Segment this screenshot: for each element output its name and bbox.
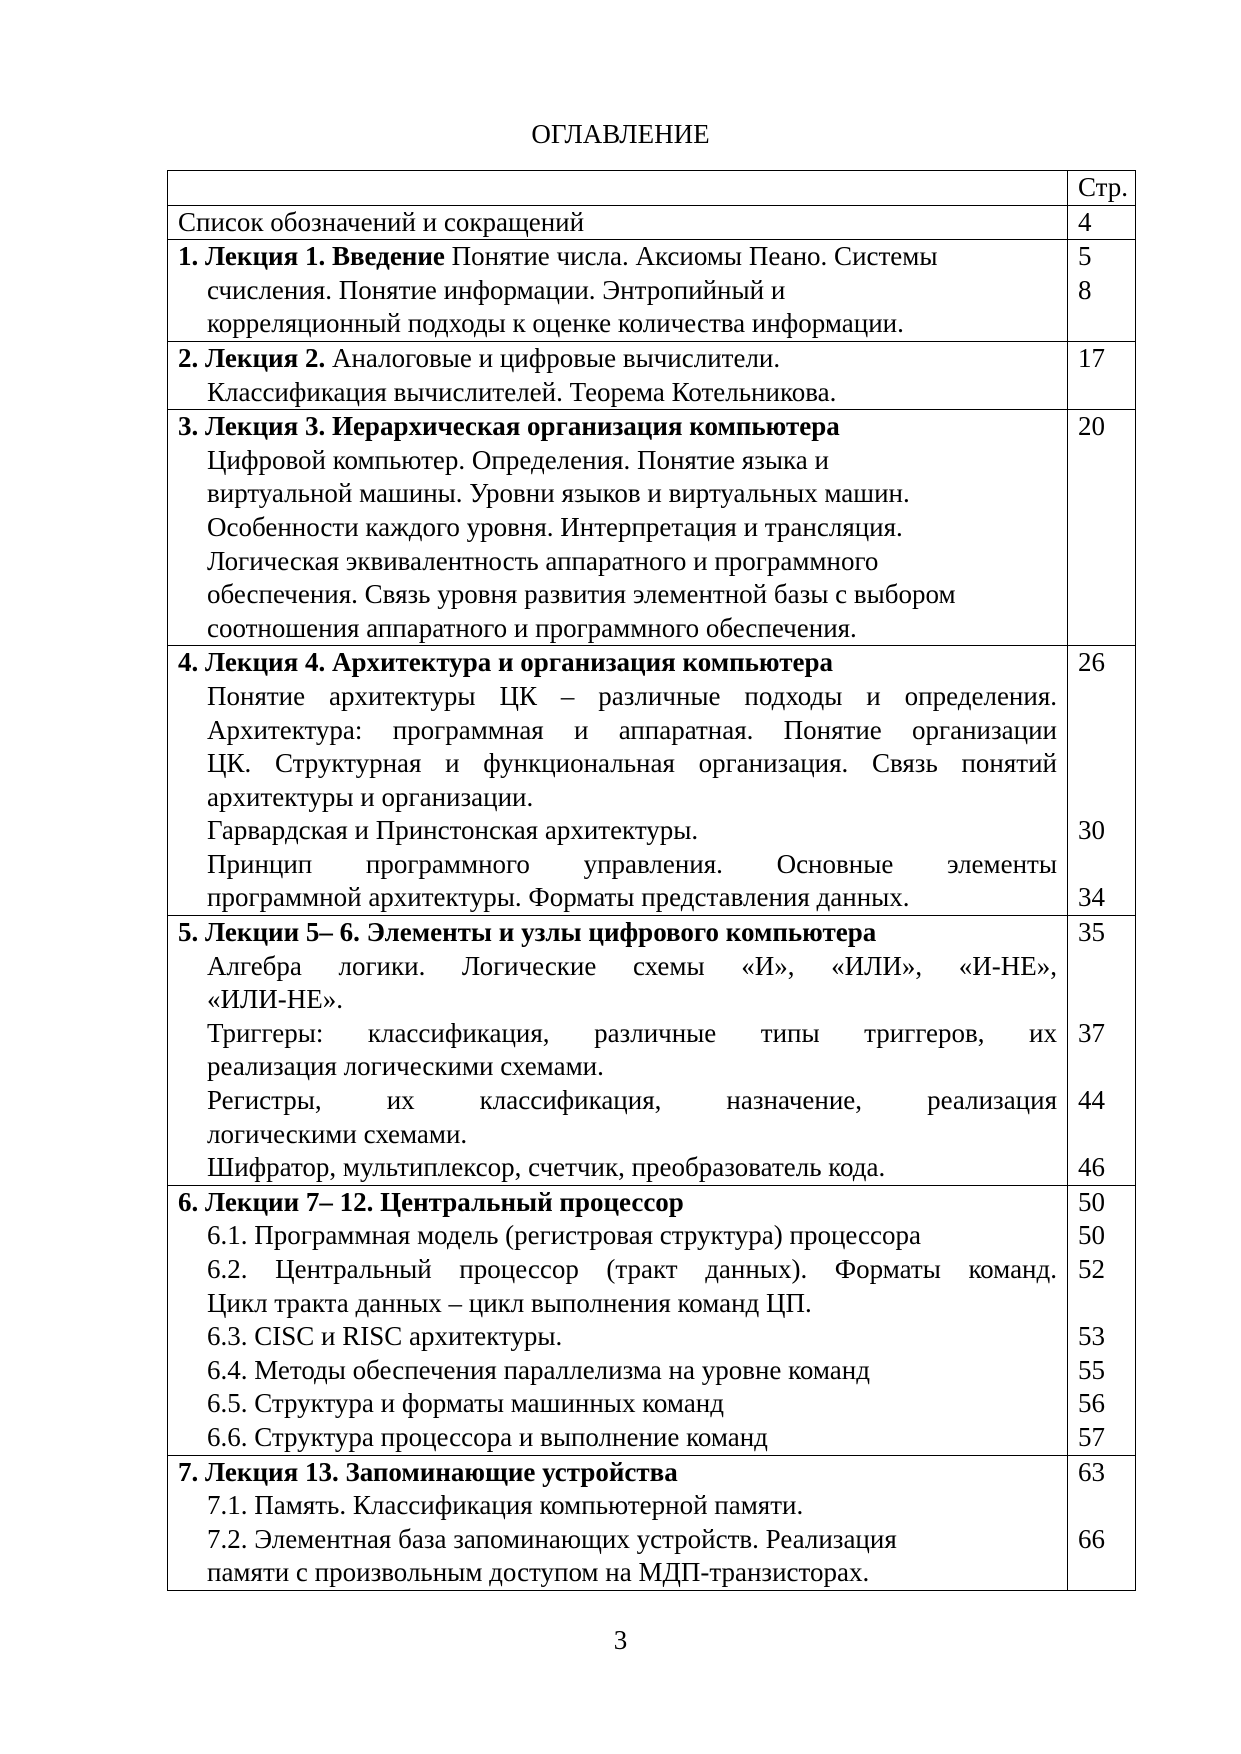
toc-page-number: [1078, 950, 1135, 984]
toc-header-page-label: Стр.: [1078, 172, 1129, 202]
toc-page-number: [1078, 714, 1135, 748]
toc-page-number: 35: [1078, 917, 1105, 948]
toc-page-cell: [1068, 410, 1136, 646]
toc-row: [168, 341, 1136, 409]
toc-entry-line: [178, 814, 1057, 848]
toc-entry-line: [178, 983, 1057, 1017]
toc-entry-heading: 4. Лекция 4. Архитектура и организация компьютера: [178, 647, 833, 678]
toc-page-number: [1078, 511, 1135, 545]
toc-entry-text: Классификация вычислителей. Теорема Котельникова.: [207, 376, 837, 407]
toc-page-cell: [1068, 341, 1136, 409]
toc-page-number: 53: [1078, 1321, 1105, 1352]
toc-entry-text: 7.2. Элементная база запоминающих устройств. Реализация: [207, 1523, 897, 1554]
toc-row: [168, 646, 1136, 916]
toc-entry-text: корреляционный подходы к оценке количества информации.: [207, 308, 904, 339]
toc-body: [168, 171, 1136, 1591]
toc-entry-heading: 3. Лекция 3. Иерархическая организация компьютера: [178, 411, 840, 442]
toc-entry-line: [178, 1320, 1057, 1354]
toc-entry-line: [178, 410, 1057, 444]
toc-entry-cell: [168, 205, 1068, 240]
toc-entry-line: [178, 342, 1057, 376]
toc-entry-line: [178, 1118, 1057, 1152]
toc-page-number: 56: [1078, 1388, 1105, 1419]
toc-entry-line: [178, 545, 1057, 579]
toc-entry-text: «ИЛИ-НЕ».: [207, 984, 344, 1015]
toc-page-number: 17: [1078, 342, 1105, 373]
toc-page-cell: [1068, 1455, 1136, 1590]
toc-entry-line: [178, 1219, 1057, 1253]
toc-page-number: 37: [1078, 1017, 1105, 1048]
toc-entry-text: Триггеры: классификация, различные типы триггеров, их: [207, 1017, 1057, 1048]
toc-entry-text: Понятие архитектуры ЦК – различные подходы и определения.: [207, 680, 1057, 711]
toc-page-cell: [1068, 916, 1136, 1186]
toc-page-cell: [1068, 205, 1136, 240]
toc-entry-text: 6.4. Методы обеспечения параллелизма на уровне команд: [207, 1354, 870, 1385]
toc-entry-text: Цикл тракта данных – цикл выполнения команд ЦП.: [207, 1287, 812, 1318]
toc-entry-line: [178, 714, 1057, 748]
toc-entry-text: виртуальной машины. Уровни языков и виртуальных машин.: [207, 478, 910, 509]
toc-page-number: 8: [1078, 274, 1092, 305]
toc-entry-line: [178, 1354, 1057, 1388]
toc-page-cell: [1068, 240, 1136, 342]
toc-entry-heading: 7. Лекция 13. Запоминающие устройства: [178, 1456, 678, 1487]
toc-row: [168, 205, 1136, 240]
toc-page-number: [1078, 578, 1135, 612]
toc-entry-heading: 6. Лекции 7– 12. Центральный процессор: [178, 1186, 684, 1217]
toc-entry-text: 6.6. Структура процессора и выполнение команд: [207, 1421, 768, 1452]
toc-page-number: [1078, 444, 1135, 478]
toc-entry-text: Алгебра логики. Логические схемы «И», «ИЛИ», «И-НЕ»,: [207, 950, 1057, 981]
toc-entry-cell: [168, 341, 1068, 409]
toc-page-number: [1078, 1287, 1135, 1321]
toc-entry-line: [178, 206, 1057, 240]
toc-entry-line: [178, 307, 1057, 341]
toc-entry-line: [178, 612, 1057, 646]
toc-page-number: [1078, 747, 1135, 781]
toc-page-number: [1078, 612, 1135, 646]
toc-entry-cell: [168, 240, 1068, 342]
toc-entry-text: 6.2. Центральный процессор (тракт данных). Форматы команд.: [207, 1254, 1057, 1284]
toc-page-number: [1078, 983, 1135, 1017]
toc-entry-cell: [168, 916, 1068, 1186]
toc-page-number: [1078, 545, 1135, 579]
toc-page-number: 46: [1078, 1152, 1105, 1183]
toc-entry-text: логическими схемами.: [207, 1118, 468, 1149]
toc-entry-text: ЦК. Структурная и функциональная организация. Связь понятий: [207, 748, 1057, 779]
toc-entry-text: Логическая эквивалентность аппаратного и программного: [207, 545, 879, 576]
toc-entry-text: архитектуры и организации.: [207, 781, 534, 812]
toc-entry-text: Принцип программного управления. Основные элементы: [207, 848, 1057, 879]
toc-page-number: 30: [1078, 815, 1105, 846]
toc-entry-heading: 2. Лекция 2.: [178, 342, 326, 373]
toc-entry-text: 6.5. Структура и форматы машинных команд: [207, 1388, 724, 1419]
toc-entry-line: [178, 1151, 1057, 1185]
toc-entry-line: [178, 1017, 1057, 1051]
toc-entry-line: [178, 1084, 1057, 1118]
toc-entry-text: счисления. Понятие информации. Энтропийный и: [207, 274, 786, 305]
toc-entry-text: 6.3. CISC и RISC архитектуры.: [207, 1321, 563, 1352]
toc-entry-text: соотношения аппаратного и программного обеспечения.: [207, 612, 857, 643]
toc-entry-line: [178, 1287, 1057, 1321]
toc-entry-text: Гарвардская и Принстонская архитектуры.: [207, 815, 699, 846]
toc-row: [168, 410, 1136, 646]
toc-entry-line: [178, 680, 1057, 714]
toc-entry-text: 7.1. Память. Классификация компьютерной памяти.: [207, 1490, 804, 1521]
toc-entry-line: [178, 646, 1057, 680]
toc-row: [168, 1455, 1136, 1590]
toc-entry-text: Особенности каждого уровня. Интерпретация и трансляция.: [207, 511, 903, 542]
toc-entry-line: [178, 1556, 1057, 1590]
toc-page-number: [1078, 1556, 1135, 1590]
toc-page-number: 50: [1078, 1220, 1105, 1251]
toc-header-title-cell: [168, 171, 1068, 206]
toc-page-cell: [1068, 1185, 1136, 1455]
toc-row: [168, 240, 1136, 342]
toc-entry-text: Регистры, их классификация, назначение, реализация: [207, 1085, 1057, 1116]
toc-page-number: 50: [1078, 1186, 1105, 1217]
toc-page-cell: [1068, 646, 1136, 916]
toc-entry-line: [178, 477, 1057, 511]
toc-entry-line: [178, 781, 1057, 815]
toc-entry-line: [178, 1050, 1057, 1084]
toc-entry-text: 6.1. Программная модель (регистровая структура) процессора: [207, 1220, 921, 1251]
toc-entry-line: [178, 1253, 1057, 1287]
toc-entry-line: [178, 1456, 1057, 1490]
toc-page-number: [1078, 477, 1135, 511]
toc-page-number: 52: [1078, 1254, 1105, 1284]
toc-page-number: 63: [1078, 1456, 1105, 1487]
toc-row: [168, 916, 1136, 1186]
toc-page-number: [1078, 781, 1135, 815]
toc-page-number: 26: [1078, 647, 1105, 678]
toc-header-title: [178, 171, 1057, 205]
toc-page-number: 5: [1078, 241, 1092, 272]
toc-entry-line: [178, 1489, 1057, 1523]
toc-entry-text: Цифровой компьютер. Определения. Понятие языка и: [207, 444, 829, 475]
toc-entry-text: программной архитектуры. Форматы представления данных.: [207, 882, 910, 913]
toc-page-number: 4: [1078, 206, 1092, 237]
toc-page-number: [1078, 1489, 1135, 1523]
toc-entry-text: Список обозначений и сокращений: [178, 206, 585, 237]
toc-row: [168, 1185, 1136, 1455]
toc-table: [167, 170, 1136, 1591]
toc-page-number: [1078, 848, 1135, 882]
toc-page-number: 34: [1078, 882, 1105, 913]
toc-entry-line: [178, 747, 1057, 781]
toc-entry-text: Аналоговые и цифровые вычислители.: [325, 342, 781, 373]
toc-page-number: [1078, 376, 1135, 410]
toc-entry-line: [178, 274, 1057, 308]
toc-page-number: 55: [1078, 1354, 1105, 1385]
toc-entry-text: обеспечения. Связь уровня развития элементной базы с выбором: [207, 579, 956, 610]
toc-entry-line: [178, 240, 1057, 274]
toc-page-number: 66: [1078, 1523, 1105, 1554]
toc-entry-text: реализация логическими схемами.: [207, 1051, 604, 1082]
toc-entry-line: [178, 1523, 1057, 1557]
toc-entry-cell: [168, 1455, 1068, 1590]
toc-page-number: [1078, 1050, 1135, 1084]
toc-entry-line: [178, 848, 1057, 882]
toc-entry-heading: 1. Лекция 1. Введение: [178, 241, 445, 272]
toc-page-number: 57: [1078, 1421, 1105, 1452]
toc-entry-line: [178, 376, 1057, 410]
toc-entry-line: [178, 578, 1057, 612]
page-title: ОГЛАВЛЕНИЕ: [531, 119, 710, 149]
toc-entry-text: Шифратор, мультиплексор, счетчик, преобразователь кода.: [207, 1152, 886, 1183]
toc-page-number: 44: [1078, 1085, 1105, 1116]
toc-entry-cell: [168, 646, 1068, 916]
toc-page-number: [1078, 307, 1135, 341]
toc-page-number: 20: [1078, 411, 1105, 442]
toc-entry-text: Архитектура: программная и аппаратная. Понятие организации: [207, 714, 1057, 745]
toc-entry-line: [178, 444, 1057, 478]
toc-header-row: [168, 171, 1136, 206]
toc-entry-line: [178, 1387, 1057, 1421]
toc-header-page-cell: [1068, 171, 1136, 206]
page-number: 3: [613, 1625, 628, 1655]
toc-entry-text: памяти с произвольным доступом на МДП-транзисторах.: [207, 1557, 870, 1588]
toc-entry-text: Понятие числа. Аксиомы Пеано. Системы: [444, 241, 938, 272]
toc-entry-line: [178, 950, 1057, 984]
toc-entry-line: [178, 881, 1057, 915]
toc-entry-line: [178, 1421, 1057, 1455]
toc-entry-line: [178, 916, 1057, 950]
toc-entry-cell: [168, 1185, 1068, 1455]
toc-entry-line: [178, 511, 1057, 545]
toc-page-number: [1078, 680, 1135, 714]
toc-entry-cell: [168, 410, 1068, 646]
toc-page-number: [1078, 1118, 1135, 1152]
toc-entry-heading: 5. Лекции 5– 6. Элементы и узлы цифрового компьютера: [178, 917, 877, 948]
toc-entry-line: [178, 1186, 1057, 1220]
